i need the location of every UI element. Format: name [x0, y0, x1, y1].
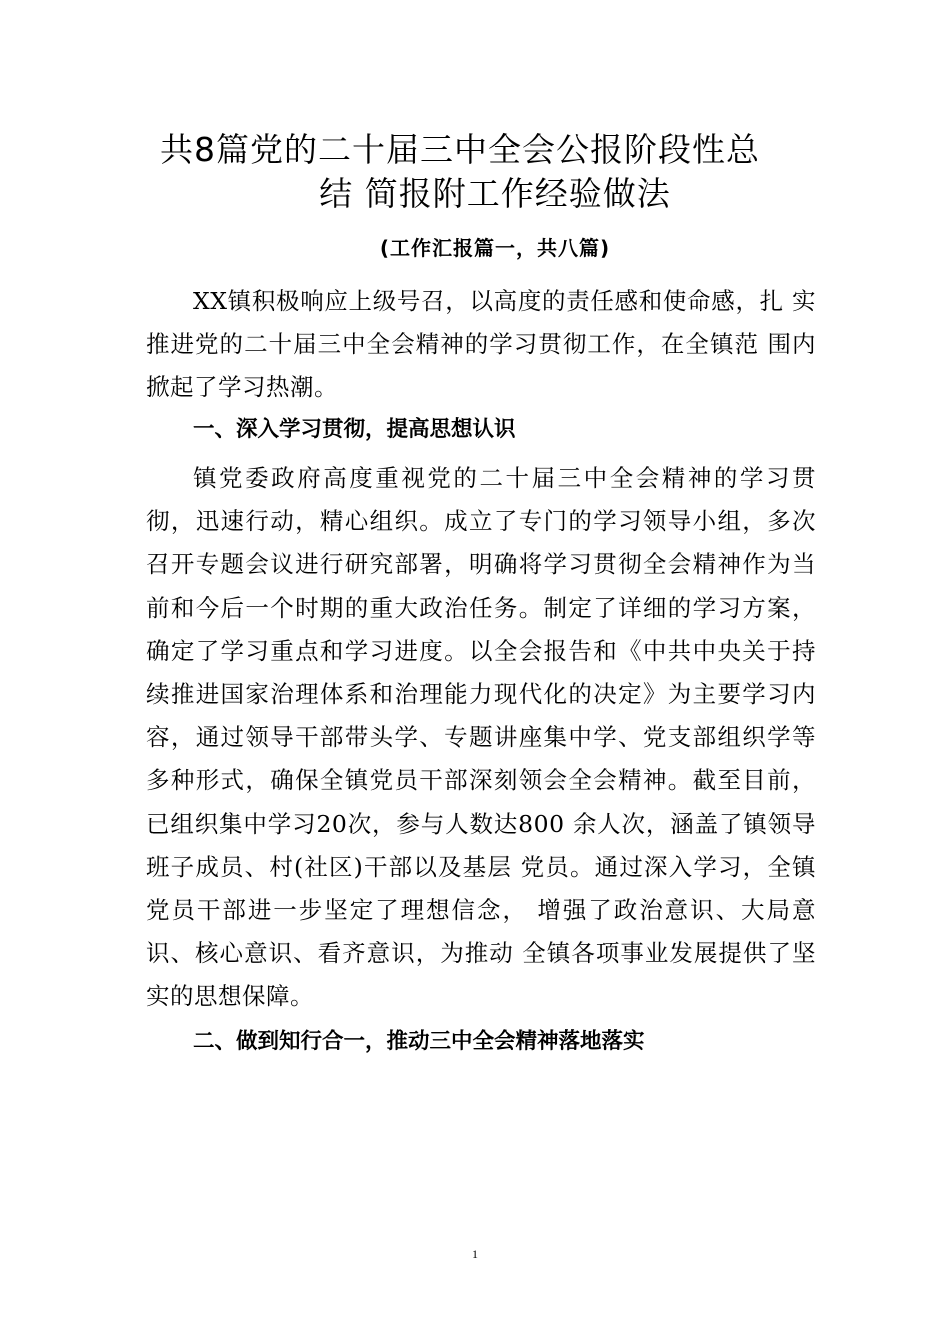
document-title-line1: 共8篇党的二十届三中全会公报阶段性总: [160, 130, 760, 169]
section1-paragraph: 镇党委政府高度重视党的二十届三中全会精神的学习贯彻，迅速行动，精心组织。成立了专门的学习领导小组，多次召开专题会议进行研究部署，明确将学习贯彻全会精神作为当前和今后一个时期的重大政治任务。制定了详细的学习方案，确定了学习重点和学习进度。以全会报告和《中共中央关于持续推进国家治理体系和治理能力现代化的决定》为主要学习内容，通过领导干部带头学、专题讲座集中学、党支部组织学等多种形式，确保全镇党员干部深刻领会全会精神。截至目前，已组织集中学习20次，参与人数达800 余人次，涵盖了镇领导班子成员、村(社区)干部以及基层 党员。通过深入学习，全镇党员干部进一步坚定了理想信念， 增强了政治意识、大局意识、核心意识、看齐意识，为推动 全镇各项事业发展提供了坚实的思想保障。: [146, 464, 816, 1011]
section2-heading: 二、做到知行合一，推动三中全会精神落地落实: [193, 1029, 645, 1054]
intro-paragraph: XX镇积极响应上级号召，以高度的责任感和使命感，扎 实推进党的二十届三中全会精神的学习贯彻工作，在全镇范 围内掀起了学习热潮。: [146, 287, 816, 402]
section1-heading: 一、深入学习贯彻，提高思想认识: [193, 417, 516, 442]
document-title-line2: 结 简报附工作经验做法: [319, 174, 671, 213]
page-number: 1: [472, 1247, 478, 1261]
document-subtitle: (工作汇报篇一，共八篇): [379, 236, 611, 260]
